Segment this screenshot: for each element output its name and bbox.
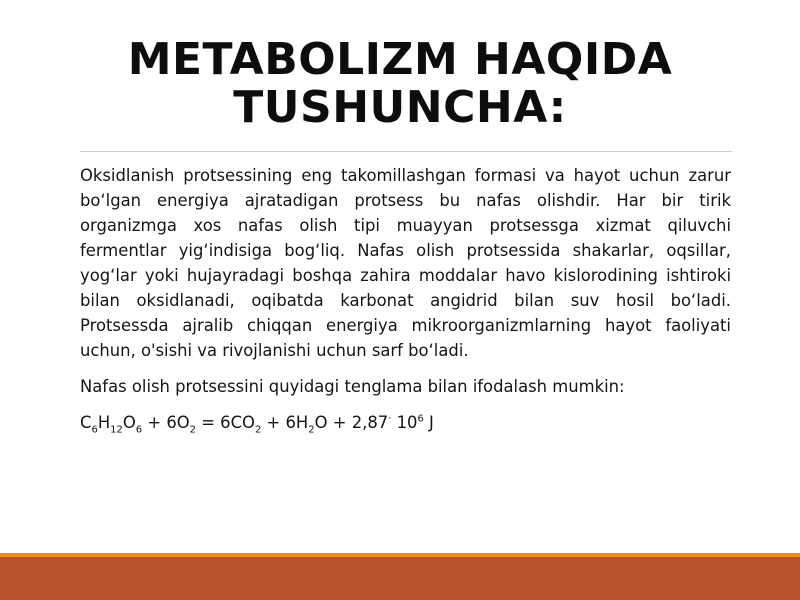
eq-plus-oxygen: + 6O [142, 413, 190, 432]
title-line-2: TUSHUNCHA: [233, 82, 567, 133]
eq-o-count: 6 [135, 424, 143, 436]
eq-co2-count: 2 [254, 424, 262, 436]
eq-ten: 10 [391, 413, 418, 432]
respiration-equation [80, 410, 731, 435]
body-paragraph-2: Nafas olish protsessini quyidagi tenglama bilan ifodalash mumkin: [80, 377, 625, 396]
eq-dot: · [388, 413, 392, 425]
eq-water-energy: O + 2,87 [314, 413, 389, 432]
title-divider [80, 151, 732, 152]
footer-bar [0, 557, 800, 600]
eq-plus-water: + 6H [261, 413, 309, 432]
eq-exponent: 6 [417, 413, 424, 425]
title-line-1: METABOLIZM HAQIDA [127, 34, 673, 85]
eq-o2-count: 2 [189, 424, 197, 436]
eq-c-count: 6 [91, 424, 98, 436]
eq-h-count: 12 [110, 424, 123, 436]
slide-title [60, 36, 740, 132]
eq-unit: J [423, 413, 434, 432]
slide-body [80, 163, 731, 435]
eq-h2-count: 2 [308, 424, 315, 436]
eq-o: O [122, 413, 136, 432]
eq-h: H [97, 413, 111, 432]
eq-equals-co2: = 6CO [196, 413, 255, 432]
body-paragraph-1: Oksidlanish protsessining eng takomillashgan formasi va hayot uchun zarur bo‘lgan energiya ajratadigan protsess bu nafas olishdir. Har bir tirik organizmga xos nafas olish tipi muayyan protsessga xizmat qiluvchi fermentlar yig‘indisiga bog‘liq. Nafas olish protsessida shakarlar, oqsillar, yog‘lar yoki hujayradagi boshqa zahira moddalar havo kislorodining ishtiroki bilan oksidlanadi, oqibatda karbonat angidrid bilan suv hosil bo‘ladi. Protsessda ajralib chiqqan energiya mikroorganizmlarning hayot faoliyati uchun, o'sishi va rivojlanishi uchun sarf bo‘ladi. [80, 166, 731, 360]
eq-c: C [80, 413, 92, 432]
